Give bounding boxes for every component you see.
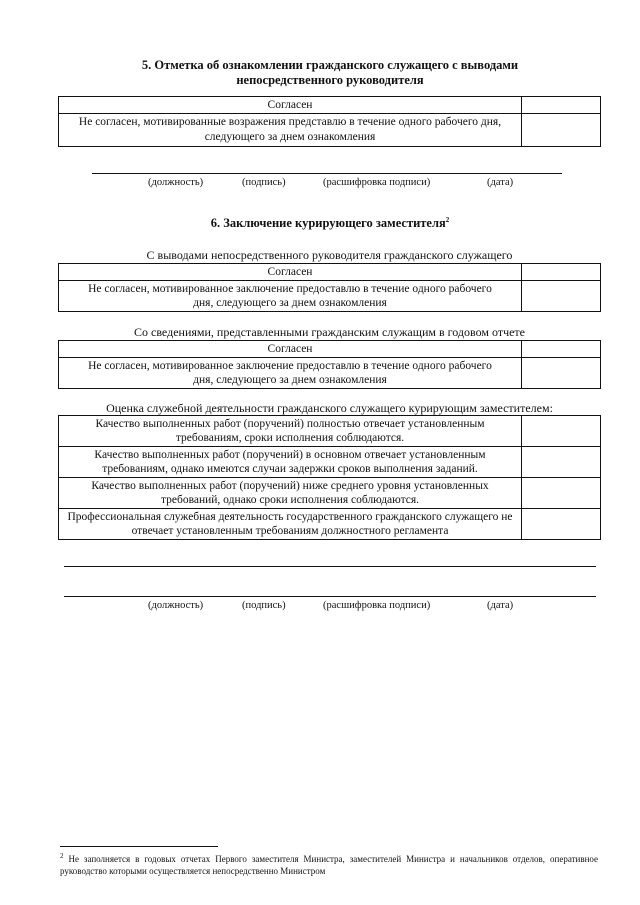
signature-line <box>64 596 596 597</box>
table-cell-disagree: Не согласен, мотивированное заключение предоставлю в течение одного рабочего дня, следующего за днем ознакомления <box>59 281 522 312</box>
block3-caption: Оценка служебной деятельности гражданского служащего курирующим заместителем: <box>106 401 553 415</box>
sig-label-position: (должность) <box>148 600 204 611</box>
section5-table <box>58 96 601 147</box>
table-cell-rating-2: Качество выполненных работ (поручений) в основном отвечает установленным требованиям, однако имеются случаи задержки сроков выполнения заданий. <box>59 447 522 478</box>
checkbox-cell[interactable] <box>522 97 601 114</box>
section5-heading-line1: 5. Отметка об ознакомлении гражданского служащего с выводами <box>141 58 519 72</box>
sig-label-signature: (подпись) <box>242 600 286 611</box>
block1-caption: С выводами непосредственного руководителя гражданского служащего <box>146 248 513 262</box>
table-cell-rating-3: Качество выполненных работ (поручений) ниже среднего уровня установленных требований, однако сроки исполнения соблюдаются. <box>59 478 522 509</box>
checkbox-cell[interactable] <box>522 509 601 540</box>
table-cell-disagree: Не согласен, мотивированные возражения представлю в течение одного рабочего дня, следующего за днем ознакомления <box>59 114 522 147</box>
block3-table <box>58 415 601 540</box>
blank-line <box>64 566 596 567</box>
sig-label-position: (должность) <box>148 177 204 188</box>
block2-table <box>58 340 601 389</box>
section6-heading <box>60 216 600 231</box>
table-cell-rating-4: Профессиональная служебная деятельность государственного гражданского служащего не отвечает установленным требованиям должностного регламента <box>59 509 522 540</box>
checkbox-cell[interactable] <box>522 416 601 447</box>
table-cell-rating-1: Качество выполненных работ (поручений) полностью отвечает установленным требованиям, сроки исполнения соблюдаются. <box>59 416 522 447</box>
table-cell-agree: Согласен <box>59 264 522 281</box>
footnote-mark: 2 <box>60 852 64 860</box>
footnote-mark: 2 <box>445 215 450 224</box>
footnote-separator <box>60 846 218 847</box>
table-cell-agree: Согласен <box>59 97 522 114</box>
checkbox-cell[interactable] <box>522 341 601 358</box>
footnote <box>60 853 598 877</box>
sig-label-signature: (подпись) <box>242 177 286 188</box>
table-cell-agree: Согласен <box>59 341 522 358</box>
sig-label-date: (дата) <box>487 600 514 611</box>
checkbox-cell[interactable] <box>522 447 601 478</box>
section5-heading <box>60 58 600 88</box>
sig-label-date: (дата) <box>487 177 514 188</box>
checkbox-cell[interactable] <box>522 358 601 389</box>
sig-label-decoding: (расшифровка подписи) <box>323 177 431 188</box>
section5-heading-line2: непосредственного руководителя <box>236 73 424 87</box>
block2-caption: Со сведениями, представленными гражданским служащим в годовом отчете <box>134 325 525 339</box>
footnote-text: Не заполняется в годовых отчетах Первого заместителя Министра, заместителей Министра и начальников отделов, оперативное руководство которыми осуществляется непосредственно Министром <box>60 854 598 876</box>
checkbox-cell[interactable] <box>522 114 601 147</box>
section6-heading-text: 6. Заключение курирующего заместителя <box>210 216 446 230</box>
signature-line <box>92 173 562 174</box>
block1-table <box>58 263 601 312</box>
table-cell-disagree: Не согласен, мотивированное заключение предоставлю в течение одного рабочего дня, следующего за днем ознакомления <box>59 358 522 389</box>
checkbox-cell[interactable] <box>522 264 601 281</box>
sig-label-decoding: (расшифровка подписи) <box>323 600 431 611</box>
checkbox-cell[interactable] <box>522 281 601 312</box>
checkbox-cell[interactable] <box>522 478 601 509</box>
